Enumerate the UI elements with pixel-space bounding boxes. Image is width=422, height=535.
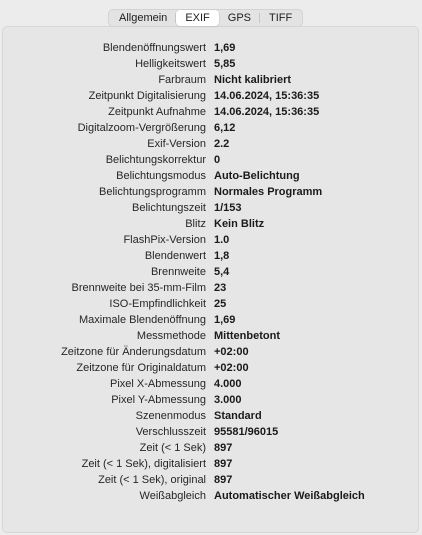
property-label: Belichtungszeit	[132, 202, 206, 214]
property-value: 1/153	[214, 202, 242, 214]
property-value: Nicht kalibriert	[214, 74, 292, 86]
property-label: Blendenöffnungswert	[102, 42, 206, 54]
property-value: 2.2	[214, 138, 230, 150]
tab-exif[interactable]: EXIF	[176, 10, 218, 26]
property-row	[3, 136, 418, 152]
property-row	[3, 392, 418, 408]
property-value: +02:00	[214, 362, 249, 374]
property-value: 23	[214, 282, 227, 294]
tab-allgemein[interactable]: Allgemein	[119, 12, 168, 24]
property-row	[3, 104, 418, 120]
property-label: Exif-Version	[147, 138, 206, 150]
property-label: Maximale Blendenöffnung	[79, 314, 206, 326]
property-label: Farbraum	[158, 74, 206, 86]
property-row	[3, 488, 418, 504]
exif-property-list	[3, 40, 418, 504]
property-value: 4.000	[214, 378, 242, 390]
property-row	[3, 424, 418, 440]
property-row	[3, 40, 418, 56]
property-row	[3, 296, 418, 312]
property-row	[3, 408, 418, 424]
property-row	[3, 280, 418, 296]
property-value: Standard	[214, 410, 262, 422]
property-label: Zeitzone für Originaldatum	[76, 362, 206, 374]
property-row	[3, 264, 418, 280]
property-value: 5,85	[214, 58, 236, 70]
property-label: Brennweite bei 35-mm-Film	[71, 282, 206, 294]
property-row	[3, 120, 418, 136]
property-row	[3, 456, 418, 472]
property-label: Belichtungsmodus	[116, 170, 206, 182]
exif-panel	[2, 26, 419, 533]
property-row	[3, 328, 418, 344]
property-label: Zeit (< 1 Sek)	[139, 442, 206, 454]
property-value: Auto-Belichtung	[214, 170, 300, 182]
tab-tiff[interactable]: TIFF	[260, 10, 301, 26]
property-label: Brennweite	[150, 266, 206, 278]
property-label: FlashPix-Version	[123, 234, 206, 246]
property-label: Szenenmodus	[135, 410, 206, 422]
property-value: 95581/96015	[214, 426, 279, 438]
property-value: 14.06.2024, 15:36:35	[214, 90, 320, 102]
property-value: 25	[214, 298, 227, 310]
property-label: Zeit (< 1 Sek), digitalisiert	[81, 458, 206, 470]
property-label: Zeitpunkt Aufnahme	[108, 106, 206, 118]
property-value: 3.000	[214, 394, 242, 406]
property-value: Mittenbetont	[214, 330, 280, 342]
property-value: 1,69	[214, 42, 236, 54]
property-label: Blitz	[185, 218, 206, 230]
property-value: 1,69	[214, 314, 236, 326]
property-row	[3, 56, 418, 72]
property-label: Pixel X-Abmessung	[110, 378, 206, 390]
tab-gps[interactable]: GPS	[227, 12, 251, 24]
property-value: +02:00	[214, 346, 249, 358]
property-row	[3, 216, 418, 232]
property-row	[3, 344, 418, 360]
property-label: Verschlusszeit	[135, 426, 206, 438]
property-row	[3, 376, 418, 392]
property-label: Belichtungsprogramm	[99, 186, 206, 198]
property-value: 1.0	[214, 234, 230, 246]
property-label: ISO-Empfindlichkeit	[109, 298, 206, 310]
property-row	[3, 472, 418, 488]
property-row	[3, 184, 418, 200]
property-label: Blendenwert	[144, 250, 206, 262]
property-value: 897	[214, 458, 233, 470]
property-value: 897	[214, 474, 233, 486]
property-row	[3, 88, 418, 104]
tab-bar	[108, 9, 303, 27]
property-row	[3, 360, 418, 376]
property-label: Zeitzone für Änderungsdatum	[61, 346, 206, 358]
property-row	[3, 248, 418, 264]
property-label: Weißabgleich	[139, 490, 206, 502]
property-value: 6,12	[214, 122, 236, 134]
property-row	[3, 168, 418, 184]
property-value: 5,4	[214, 266, 230, 278]
property-label: Messmethode	[136, 330, 206, 342]
property-row	[3, 200, 418, 216]
property-label: Pixel Y-Abmessung	[111, 394, 206, 406]
property-label: Belichtungskorrektur	[105, 154, 206, 166]
property-row	[3, 152, 418, 168]
property-row	[3, 312, 418, 328]
property-label: Helligkeitswert	[135, 58, 206, 70]
property-value: 897	[214, 442, 233, 454]
property-label: Zeit (< 1 Sek), original	[98, 474, 206, 486]
property-row	[3, 440, 418, 456]
property-value: 0	[214, 154, 221, 166]
property-value: Normales Programm	[214, 186, 323, 198]
property-label: Digitalzoom-Vergrößerung	[77, 122, 206, 134]
property-value: Automatischer Weißabgleich	[214, 490, 365, 502]
property-row	[3, 72, 418, 88]
property-label: Zeitpunkt Digitalisierung	[88, 90, 206, 102]
property-value: 1,8	[214, 250, 230, 262]
property-value: Kein Blitz	[214, 218, 265, 230]
property-row	[3, 232, 418, 248]
property-value: 14.06.2024, 15:36:35	[214, 106, 320, 118]
